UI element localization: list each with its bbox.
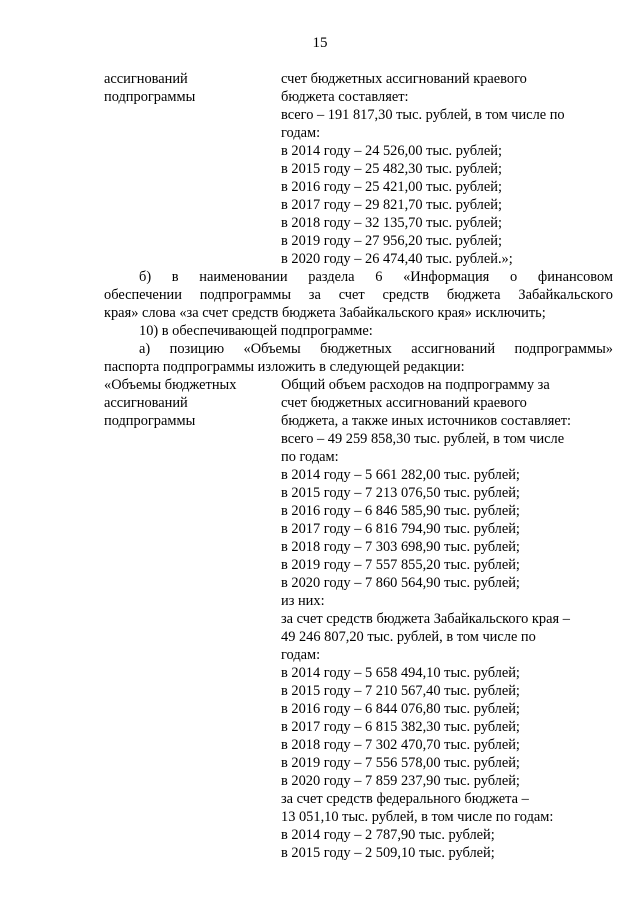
block1-right-line: в 2016 году – 25 421,00 тыс. рублей; — [281, 179, 502, 195]
block2-left-line: подпрограммы — [104, 413, 196, 429]
paragraph-line: края» слова «за счет средств бюджета Забайкальского края» исключить; — [104, 305, 546, 321]
block1-right-line: в 2014 году – 24 526,00 тыс. рублей; — [281, 143, 502, 159]
block2-left-line: «Объемы бюджетных — [104, 377, 237, 393]
block2-right-line: из них: — [281, 593, 325, 609]
block2-left-line: ассигнований — [104, 395, 188, 411]
page-number: 15 — [312, 35, 328, 51]
block2-right-line: всего – 49 259 858,30 тыс. рублей, в том числе — [281, 431, 565, 447]
block1-right-line: годам: — [281, 125, 321, 141]
block1-right-line: в 2017 году – 29 821,70 тыс. рублей; — [281, 197, 502, 213]
paragraph-line: обеспечении подпрограммы за счет средств бюджета Забайкальского — [104, 287, 613, 303]
block2-right-line: в 2018 году – 7 303 698,90 тыс. рублей; — [281, 539, 520, 555]
block2-right-line: за счет средств бюджета Забайкальского края – — [281, 611, 570, 627]
block2-right-line: по годам: — [281, 449, 339, 465]
block1-right-line: в 2015 году – 25 482,30 тыс. рублей; — [281, 161, 502, 177]
block2-right-line: бюджета, а также иных источников составляет: — [281, 413, 572, 429]
block2-right-line: в 2017 году – 6 816 794,90 тыс. рублей; — [281, 521, 520, 537]
block1-right-line: в 2018 году – 32 135,70 тыс. рублей; — [281, 215, 502, 231]
block2-right-line: в 2017 году – 6 815 382,30 тыс. рублей; — [281, 719, 520, 735]
block2-right-line: Общий объем расходов на подпрограмму за — [281, 377, 550, 393]
block1-right-line: всего – 191 817,30 тыс. рублей, в том числе по — [281, 107, 565, 123]
block1-left-line: ассигнований — [104, 71, 188, 87]
block2-right-line: 49 246 807,20 тыс. рублей, в том числе по — [281, 629, 536, 645]
paragraph-line: б) в наименовании раздела 6 «Информация о финансовом — [139, 269, 613, 285]
block1-right-line: бюджета составляет: — [281, 89, 409, 105]
paragraph-line: 10) в обеспечивающей подпрограмме: — [139, 323, 373, 339]
block2-right-line: в 2020 году – 7 860 564,90 тыс. рублей; — [281, 575, 520, 591]
block1-right-line: в 2020 году – 26 474,40 тыс. рублей.»; — [281, 251, 513, 267]
block2-right-line: в 2015 году – 7 213 076,50 тыс. рублей; — [281, 485, 520, 501]
block2-right-line: в 2014 году – 5 658 494,10 тыс. рублей; — [281, 665, 520, 681]
block2-right-line: в 2020 году – 7 859 237,90 тыс. рублей; — [281, 773, 520, 789]
block2-right-line: счет бюджетных ассигнований краевого — [281, 395, 527, 411]
block2-right-line: в 2015 году – 2 509,10 тыс. рублей; — [281, 845, 495, 861]
block2-right-line: годам: — [281, 647, 321, 663]
block1-right-line: в 2019 году – 27 956,20 тыс. рублей; — [281, 233, 502, 249]
block2-right-line: в 2018 году – 7 302 470,70 тыс. рублей; — [281, 737, 520, 753]
block1-left-line: подпрограммы — [104, 89, 196, 105]
block2-right-line: в 2015 году – 7 210 567,40 тыс. рублей; — [281, 683, 520, 699]
block2-right-line: в 2014 году – 2 787,90 тыс. рублей; — [281, 827, 495, 843]
block1-right-line: счет бюджетных ассигнований краевого — [281, 71, 527, 87]
paragraph-line: паспорта подпрограммы изложить в следующей редакции: — [104, 359, 465, 375]
block2-right-line: в 2016 году – 6 846 585,90 тыс. рублей; — [281, 503, 520, 519]
block2-right-line: за счет средств федерального бюджета – — [281, 791, 529, 807]
block2-right-line: в 2014 году – 5 661 282,00 тыс. рублей; — [281, 467, 520, 483]
block2-right-line: в 2019 году – 7 557 855,20 тыс. рублей; — [281, 557, 520, 573]
paragraph-line: а) позицию «Объемы бюджетных ассигнований подпрограммы» — [139, 341, 613, 357]
block2-right-line: в 2016 году – 6 844 076,80 тыс. рублей; — [281, 701, 520, 717]
block2-right-line: 13 051,10 тыс. рублей, в том числе по годам: — [281, 809, 554, 825]
block2-right-line: в 2019 году – 7 556 578,00 тыс. рублей; — [281, 755, 520, 771]
